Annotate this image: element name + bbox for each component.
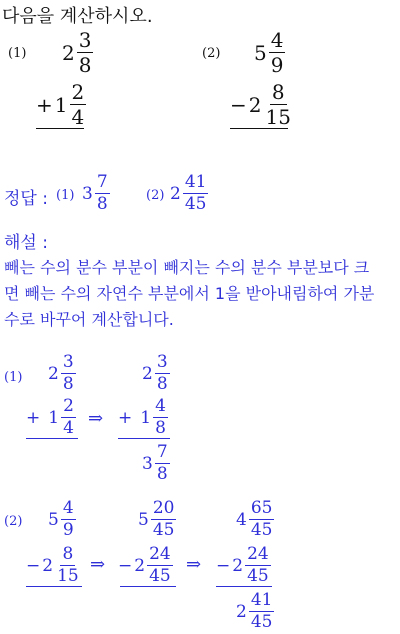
plus-sign: + bbox=[36, 92, 53, 117]
explanation-line: 수로 바꾸어 계산합니다. bbox=[4, 310, 174, 329]
problem-2-second-term bbox=[230, 82, 293, 127]
work-2-col3-first-term bbox=[236, 500, 274, 539]
denominator: 8 bbox=[78, 53, 92, 77]
numerator: 7 bbox=[96, 172, 108, 192]
work-1-col2-first-term bbox=[142, 354, 170, 393]
denominator: 9 bbox=[270, 53, 284, 77]
numerator: 20 bbox=[152, 498, 175, 518]
minus-sign: − bbox=[26, 555, 41, 576]
denominator: 8 bbox=[156, 374, 168, 394]
explanation-text bbox=[4, 255, 398, 333]
minus-sign: − bbox=[230, 92, 247, 117]
implies-arrow: ⇒ bbox=[90, 554, 106, 575]
whole-number: 1 bbox=[54, 92, 68, 117]
denominator: 45 bbox=[152, 520, 175, 540]
implies-arrow: ⇒ bbox=[186, 554, 202, 575]
whole-number: 3 bbox=[82, 183, 93, 204]
work-2-col2-first-term bbox=[138, 500, 176, 539]
denominator: 8 bbox=[155, 418, 166, 438]
work-1-label: (1) bbox=[4, 370, 23, 385]
numerator: 4 bbox=[62, 498, 74, 518]
denominator: 45 bbox=[247, 566, 269, 586]
problem-2-label: (2) bbox=[202, 46, 221, 61]
answer-2-value bbox=[170, 174, 208, 213]
whole-number: 1 bbox=[140, 407, 152, 428]
whole-number: 5 bbox=[138, 509, 149, 530]
denominator: 9 bbox=[62, 520, 74, 540]
whole-number: 2 bbox=[42, 555, 54, 576]
denominator: 45 bbox=[250, 520, 273, 540]
whole-number: 4 bbox=[236, 509, 247, 530]
numerator: 2 bbox=[63, 396, 74, 416]
denominator: 45 bbox=[250, 612, 273, 632]
numerator: 2 bbox=[71, 80, 85, 104]
numerator: 24 bbox=[247, 544, 269, 564]
whole-number: 2 bbox=[236, 601, 247, 622]
numerator: 3 bbox=[156, 352, 168, 372]
work-2-result bbox=[236, 592, 274, 631]
sum-line bbox=[36, 128, 84, 129]
problem-1-label: (1) bbox=[8, 46, 27, 61]
numerator: 41 bbox=[250, 590, 273, 610]
explanation-line: 빼는 수의 분수 부분이 빼지는 수의 분수 부분보다 크 bbox=[4, 258, 370, 277]
work-2-col3-second-term bbox=[216, 546, 271, 585]
whole-number: 1 bbox=[48, 407, 60, 428]
numerator: 3 bbox=[78, 28, 92, 52]
answer-1-value bbox=[82, 174, 110, 213]
whole-number: 2 bbox=[232, 555, 244, 576]
minus-sign: − bbox=[216, 555, 231, 576]
answer-1-label: (1) bbox=[56, 188, 75, 203]
whole-number: 3 bbox=[142, 453, 153, 474]
denominator: 8 bbox=[96, 194, 108, 214]
numerator: 8 bbox=[271, 80, 285, 104]
whole-number: 2 bbox=[48, 363, 59, 384]
work-1-col1-first-term bbox=[48, 354, 76, 393]
denominator: 4 bbox=[63, 418, 74, 438]
denominator: 15 bbox=[57, 566, 79, 586]
numerator: 4 bbox=[155, 396, 166, 416]
denominator: 4 bbox=[71, 105, 85, 129]
problem-1-second-term bbox=[36, 82, 86, 127]
difference-line bbox=[26, 586, 82, 587]
whole-number: 5 bbox=[48, 509, 59, 530]
numerator: 7 bbox=[156, 442, 168, 462]
numerator: 4 bbox=[270, 28, 284, 52]
page-title: 다음을 계산하시오. bbox=[2, 6, 153, 27]
implies-arrow: ⇒ bbox=[88, 408, 104, 429]
plus-sign: + bbox=[118, 407, 133, 428]
numerator: 8 bbox=[62, 544, 74, 564]
whole-number: 2 bbox=[134, 555, 146, 576]
whole-number: 2 bbox=[142, 363, 153, 384]
denominator: 8 bbox=[62, 374, 74, 394]
work-1-col2-second-term bbox=[118, 398, 168, 437]
answer-heading: 정답 : bbox=[4, 189, 48, 209]
numerator: 3 bbox=[62, 352, 74, 372]
numerator: 24 bbox=[149, 544, 171, 564]
work-2-label: (2) bbox=[4, 514, 23, 529]
sum-line bbox=[26, 438, 78, 439]
whole-number: 2 bbox=[170, 183, 181, 204]
minus-sign: − bbox=[118, 555, 133, 576]
work-1-result bbox=[142, 444, 170, 483]
difference-line bbox=[230, 128, 288, 129]
problem-1-first-term bbox=[62, 30, 93, 75]
problem-2-first-term bbox=[254, 30, 285, 75]
explanation-heading: 해설 : bbox=[4, 233, 48, 253]
work-1-col1-second-term bbox=[26, 398, 76, 437]
work-2-col2-second-term bbox=[118, 546, 173, 585]
denominator: 45 bbox=[149, 566, 171, 586]
plus-sign: + bbox=[26, 407, 41, 428]
whole-number: 2 bbox=[248, 92, 262, 117]
difference-line bbox=[120, 586, 176, 587]
explanation-line: 면 빼는 수의 자연수 부분에서 1을 받아내림하여 가분 bbox=[4, 284, 375, 303]
denominator: 8 bbox=[156, 464, 168, 484]
work-2-col1-first-term bbox=[48, 500, 76, 539]
sum-line bbox=[118, 438, 170, 439]
denominator: 15 bbox=[265, 105, 291, 129]
denominator: 45 bbox=[184, 194, 207, 214]
whole-number: 5 bbox=[254, 40, 267, 65]
work-2-col1-second-term bbox=[26, 546, 81, 585]
difference-line bbox=[216, 586, 272, 587]
numerator: 65 bbox=[250, 498, 273, 518]
answer-2-label: (2) bbox=[146, 188, 165, 203]
whole-number: 2 bbox=[62, 40, 75, 65]
numerator: 41 bbox=[184, 172, 207, 192]
